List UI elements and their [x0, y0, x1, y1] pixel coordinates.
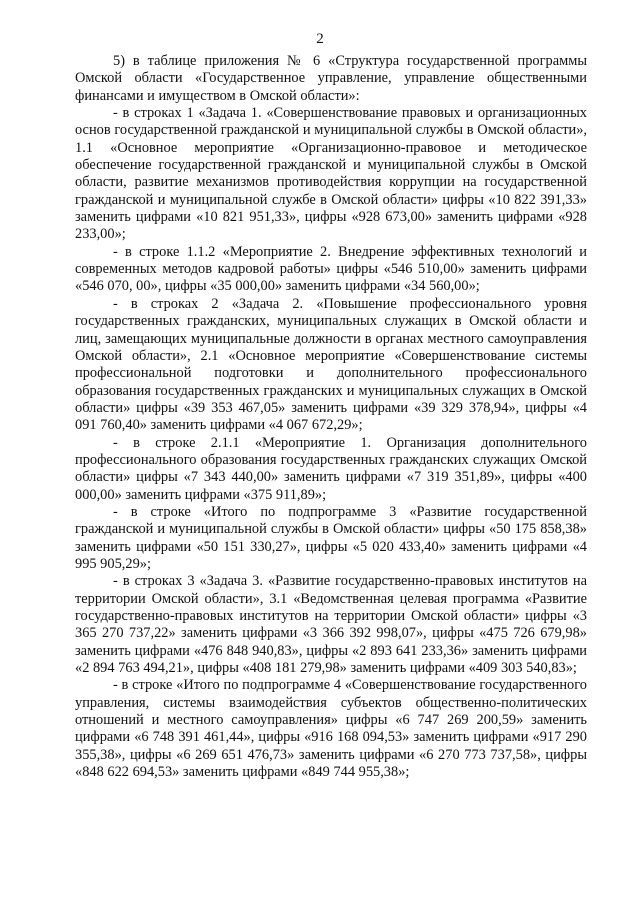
- paragraph-total-subprogram-4: - в строке «Итого по подпрограмме 4 «Совершенствование государственного управления, системы взаимодействия субъектов общественно-политических отношений и местного самоуправления» цифры «6 747 269 200,59» заменить цифрами «6 748 391 461,44», цифры «916 168 094,53» заменить цифрами «917 290 355,38», цифры «6 269 651 476,73» заменить цифрами «6 270 773 737,58», цифры «848 622 694,53» заменить цифрами «849 744 955,38»;: [75, 677, 587, 781]
- paragraph-intro: 5) в таблице приложения № 6 «Структура государственной программы Омской области «Государственное управление, управление общественными финансами и имуществом в Омской области»:: [75, 53, 587, 104]
- document-body: [75, 53, 587, 781]
- paragraph-task-2: - в строках 2 «Задача 2. «Повышение профессионального уровня государственных гражданских, муниципальных служащих в Омской области и лиц, замещающих муниципальные должности в органах местного самоуправления Омской области», 2.1 «Основное мероприятие «Совершенствование системы профессиональной подготовки и дополнительного профессионального образования государственных гражданских и муниципальных служащих в Омской области» цифры «39 353 467,05» заменить цифрами «39 329 378,94», цифры «4 091 760,40» заменить цифрами «4 067 672,29»;: [75, 295, 587, 434]
- paragraph-total-subprogram-3: - в строке «Итого по подпрограмме 3 «Развитие государственной гражданской и муниципальной службы в Омской области» цифры «50 175 858,38» заменить цифрами «50 151 330,27», цифры «5 020 433,40» заменить цифрами «4 995 905,29»;: [75, 503, 587, 572]
- paragraph-task-1: - в строках 1 «Задача 1. «Совершенствование правовых и организационных основ государственной гражданской и муниципальной службы в Омской области», 1.1 «Основное мероприятие «Организационно-правовое и методическое обеспечение государственной гражданской и муниципальной службы в Омской области, развитие механизмов противодействия коррупции на государственной гражданской и муниципальной службе в Омской области» цифры «10 822 391,33» заменить цифрами «10 821 951,33», цифры «928 673,00» заменить цифрами «928 233,00»;: [75, 105, 587, 243]
- paragraph-task-3: - в строках 3 «Задача 3. «Развитие государственно-правовых институтов на территории Омской области», 3.1 «Ведомственная целевая программа «Развитие государственно-правовых институтов на территории Омской области» цифры «3 365 270 737,22» заменить цифрами «3 366 392 998,07», цифры «475 726 679,98» заменить цифрами «476 848 940,83», цифры «2 893 641 233,36» заменить цифрами «2 894 763 494,21», цифры «408 181 279,98» заменить цифрами «409 303 540,83»;: [75, 573, 587, 677]
- page-number: 2: [316, 31, 324, 47]
- paragraph-line-2-1-1: - в строке 2.1.1 «Мероприятие 1. Организация дополнительного профессионального образования государственных гражданских служащих Омской области» цифры «7 343 440,00» заменить цифрами «7 319 351,89», цифры «400 000,00» заменить цифрами «375 911,89»;: [75, 434, 587, 503]
- paragraph-line-1-1-2: - в строке 1.1.2 «Мероприятие 2. Внедрение эффективных технологий и современных методов кадровой работы» цифры «546 510,00» заменить цифрами «546 070, 00», цифры «35 000,00» заменить цифрами «34 560,00»;: [75, 243, 587, 295]
